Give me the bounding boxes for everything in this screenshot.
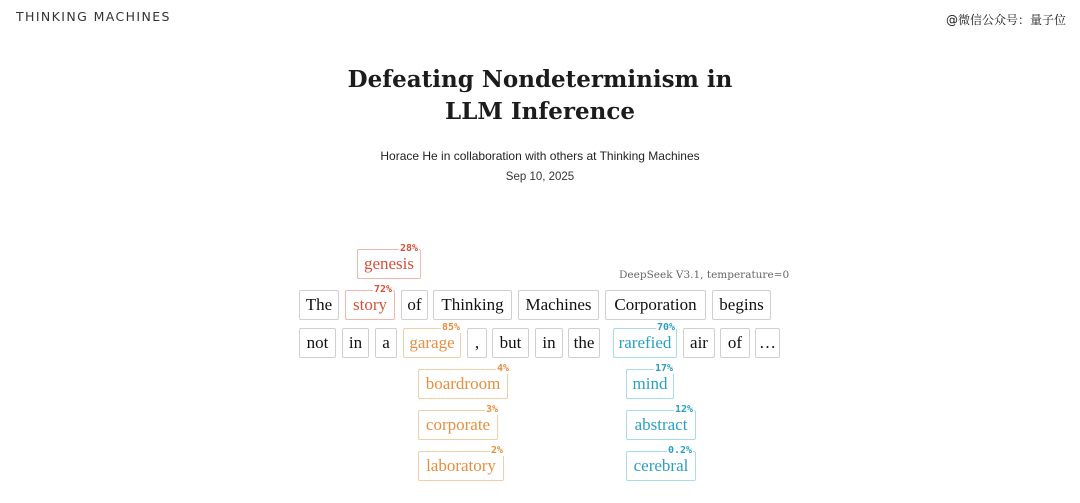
token: in — [535, 328, 563, 358]
pct-genesis: 28% — [400, 243, 419, 254]
token: , — [467, 328, 487, 358]
pct-cerebral: 0.2% — [668, 445, 693, 456]
token-rarefied: rarefied — [613, 328, 677, 358]
brand-logo-text[interactable]: THINKING MACHINES — [16, 9, 171, 24]
token: a — [375, 328, 397, 358]
token-alt-mind: mind — [626, 369, 674, 399]
pct-garage: 85% — [442, 322, 461, 333]
publish-date: Sep 10, 2025 — [505, 171, 575, 183]
page-title — [0, 64, 1080, 128]
token-alt-corporate: corporate — [418, 410, 498, 440]
token: air — [683, 328, 715, 358]
token: of — [720, 328, 750, 358]
token-alt-genesis: genesis — [357, 249, 421, 279]
title-line-2: LLM Inference — [445, 98, 635, 125]
title-line-1: Defeating Nondeterminism in — [347, 66, 733, 93]
token-story: story — [345, 290, 395, 320]
watermark: @微信公众号：量子位 — [945, 13, 1066, 27]
token: begins — [712, 290, 771, 320]
model-note: DeepSeek V3.1, temperature=0 — [619, 269, 790, 281]
token-ellipsis: … — [755, 328, 780, 358]
token: Thinking — [433, 290, 512, 320]
token: in — [342, 328, 369, 358]
pct-abstract: 12% — [675, 404, 694, 415]
token: the — [568, 328, 600, 358]
token: of — [401, 290, 428, 320]
token: The — [299, 290, 339, 320]
token-alt-boardroom: boardroom — [418, 369, 508, 399]
pct-story: 72% — [374, 284, 393, 295]
pct-mind: 17% — [655, 363, 674, 374]
token-alt-laboratory: laboratory — [418, 451, 504, 481]
token: not — [299, 328, 336, 358]
token: but — [492, 328, 529, 358]
pct-rarefied: 70% — [657, 322, 676, 333]
token-garage: garage — [403, 328, 461, 358]
token: Corporation — [605, 290, 706, 320]
author-byline: Horace He in collaboration with others at Thinking Machines — [380, 149, 700, 163]
pct-corporate: 3% — [486, 404, 499, 415]
token: Machines — [518, 290, 599, 320]
pct-laboratory: 2% — [491, 445, 504, 456]
pct-boardroom: 4% — [497, 363, 510, 374]
token-alt-cerebral: cerebral — [626, 451, 696, 481]
token-alt-abstract: abstract — [626, 410, 696, 440]
